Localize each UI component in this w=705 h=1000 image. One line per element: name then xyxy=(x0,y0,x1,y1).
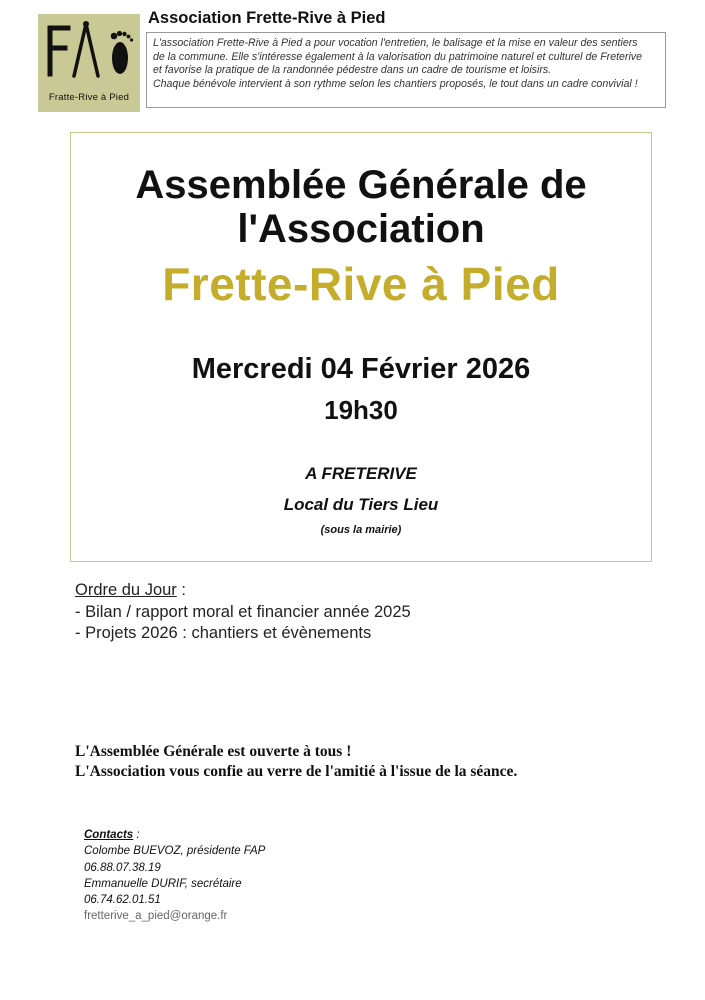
event-place: A FRETERIVE xyxy=(305,464,417,483)
event-announcement-box xyxy=(70,132,652,562)
event-date: Mercredi 04 Février 2026 xyxy=(191,353,531,385)
association-title: Association Frette-Rive à Pied xyxy=(148,9,386,27)
contact-email: fretterive_a_pied@orange.fr xyxy=(84,910,228,923)
agenda-title: Ordre du Jour xyxy=(75,581,177,599)
agenda-heading xyxy=(75,580,411,602)
mission-statement xyxy=(146,32,666,108)
logo-mark xyxy=(38,14,140,94)
association-logo xyxy=(38,14,140,112)
event-association-name: Frette-Rive à Pied xyxy=(162,258,560,310)
contact-line: Colombe BUEVOZ, présidente FAP xyxy=(84,845,266,858)
logo-caption: Fratte-Rive à Pied xyxy=(48,92,130,103)
agenda-title-suffix: : xyxy=(176,581,186,599)
contact-line: 06.88.07.38.19 xyxy=(84,861,161,874)
mission-line: Chaque bénévole intervient à son rythme selon les chantiers proposés, le tout dans un cadre convivial ! xyxy=(153,77,638,90)
contact-line: Emmanuelle DURIF, secrétaire xyxy=(84,877,242,890)
event-title xyxy=(71,163,651,251)
event-venue: Local du Tiers Lieu xyxy=(283,495,439,514)
event-venue-note: (sous la mairie) xyxy=(320,524,402,536)
event-title-line: Assemblée Générale de xyxy=(135,163,587,207)
mission-line: L'association Frette-Rive à Pied a pour vocation l'entretien, le balisage et la mise en valeur des sentiers xyxy=(153,37,638,49)
contacts-title: Contacts xyxy=(84,829,134,841)
mission-line: de la commune. Elle s'intéresse également à la valorisation du patrimoine naturel et culturel de Freterive xyxy=(153,50,642,63)
contacts-title-suffix: : xyxy=(133,829,140,841)
contacts-heading xyxy=(84,827,265,843)
mission-line: et favorise la pratique de la randonnée pédestre dans un cadre de tourisme et loisirs. xyxy=(153,64,552,77)
event-title-line: l'Association xyxy=(237,207,485,251)
agenda xyxy=(75,580,411,645)
agenda-item: - Projets 2026 : chantiers et évènements xyxy=(75,624,372,642)
agenda-item: - Bilan / rapport moral et financier année 2025 xyxy=(75,602,411,621)
closing-notice xyxy=(75,742,517,782)
footprint-icon xyxy=(111,31,133,74)
contact-line: 06.74.62.01.51 xyxy=(84,894,161,907)
event-time: 19h30 xyxy=(324,395,398,425)
notice-line: L'Assemblée Générale est ouverte à tous ! xyxy=(75,743,352,760)
notice-line: L'Association vous confie au verre de l'amitié à l'issue de la séance. xyxy=(75,763,518,780)
contacts xyxy=(84,827,265,925)
